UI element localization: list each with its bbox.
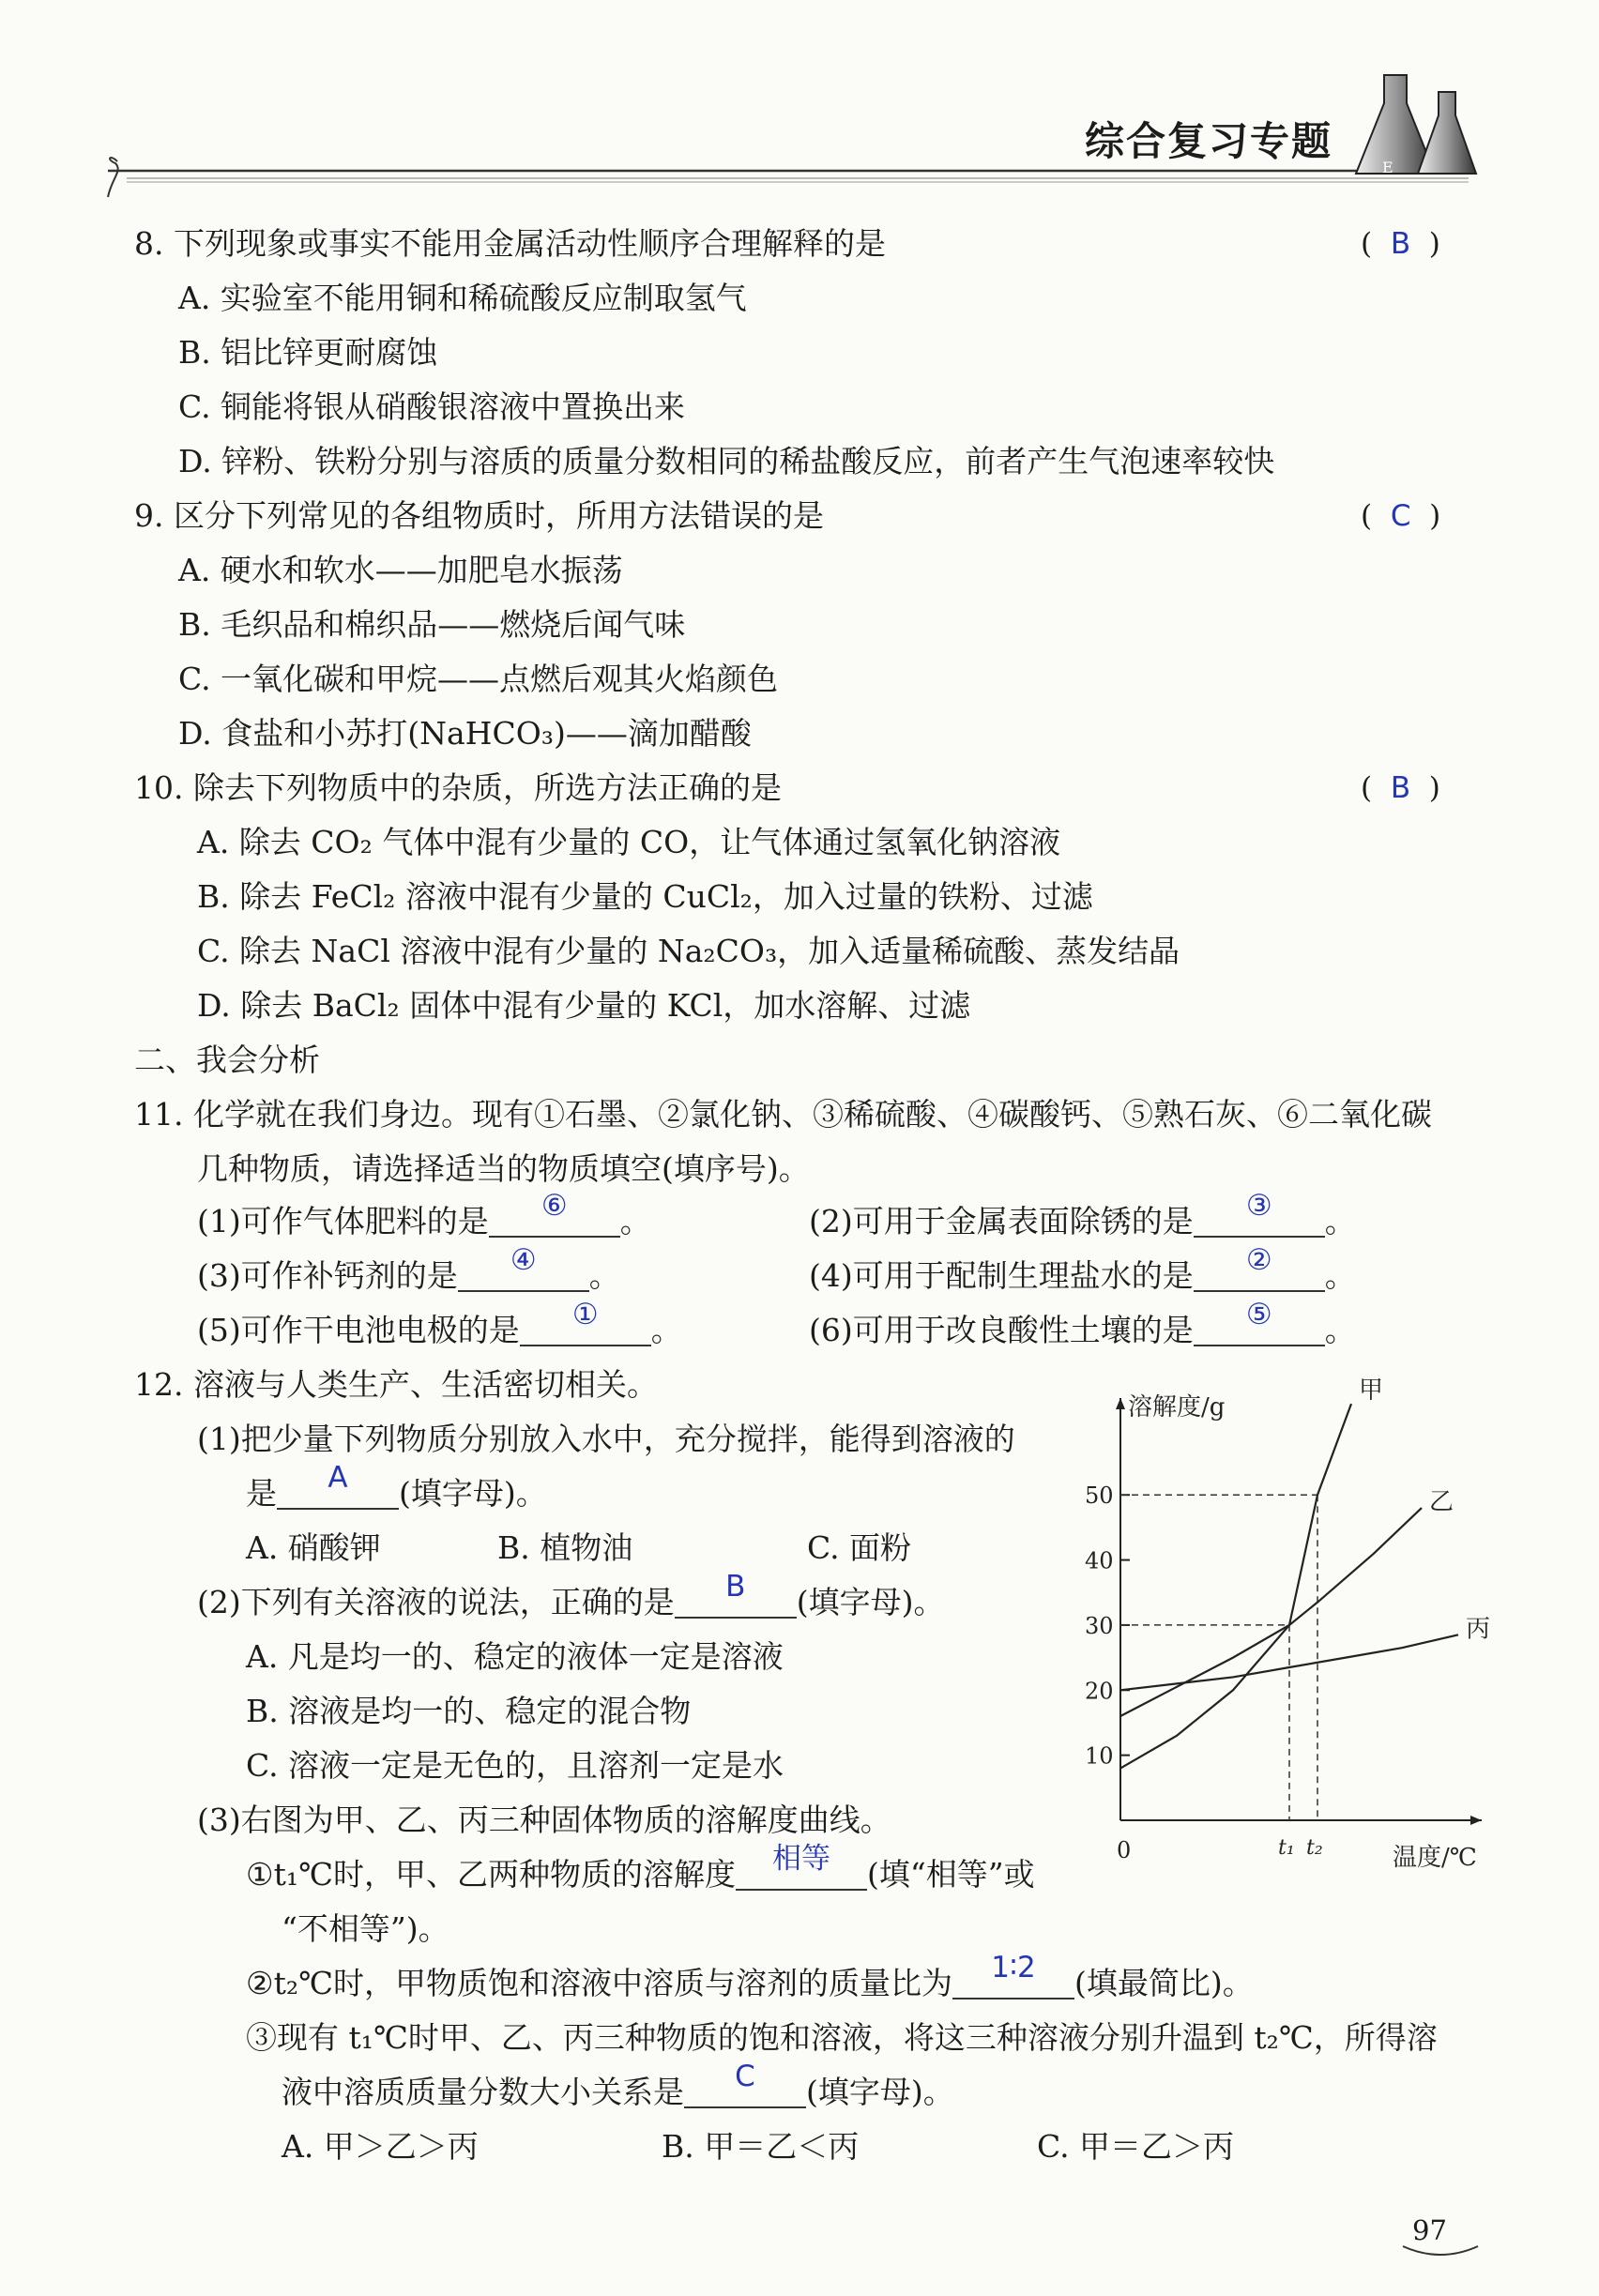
y-tick-label: 10	[1085, 1742, 1114, 1770]
period: 。	[650, 1312, 682, 1348]
y-tick-label: 20	[1085, 1678, 1114, 1705]
q12-p3-1-line2: “不相等”)。	[282, 1910, 449, 1947]
solubility-chart-svg	[1079, 1376, 1491, 1886]
x-axis-label: 温度/℃	[1393, 1844, 1477, 1872]
q11-item-6	[809, 1298, 1356, 1349]
q10-number: 10.	[134, 769, 184, 806]
q11-stem-line2: 几种物质，请选择适当的物质填空(填序号)。	[197, 1150, 810, 1187]
q12-p3-2-line	[246, 1951, 1254, 2002]
q11-item-4	[809, 1243, 1356, 1295]
q8-option-b: B. 铝比锌更耐腐蚀	[178, 334, 438, 371]
q10-stem-line	[134, 769, 782, 807]
q11-item-1-prompt: (1)可作气体肥料的是	[197, 1203, 489, 1239]
q12-p1-line2	[246, 1461, 547, 1513]
header-rule	[89, 150, 1515, 206]
q8-answer-paren: ( B )	[1361, 227, 1440, 261]
q12-p2-option-c: C. 溶液一定是无色的，且溶剂一定是水	[246, 1747, 784, 1784]
q11-item-3-blank[interactable]	[458, 1243, 589, 1292]
q12-stem: 溶液与人类生产、生活密切相关。	[192, 1366, 658, 1403]
q11-item-3-answer: ④	[510, 1243, 537, 1277]
q11-item-5-blank[interactable]	[520, 1298, 651, 1346]
q11-item-5-prompt: (5)可作干电池电极的是	[197, 1312, 520, 1348]
q11-item-6-answer: ⑤	[1245, 1298, 1272, 1331]
q12-p3-2-pre: ②t₂℃时，甲物质饱和溶液中溶质与溶剂的质量比为	[246, 1965, 952, 2001]
q11-stem-line1	[134, 1096, 1432, 1133]
q12-p3-2-blank[interactable]	[952, 1951, 1074, 1999]
x-tick-label: t₁	[1278, 1836, 1295, 1860]
x-tick-label: t₂	[1306, 1836, 1323, 1860]
q10-option-d: D. 除去 BaCl₂ 固体中混有少量的 KCl，加水溶解、过滤	[197, 987, 971, 1024]
page-number: 97	[1412, 2214, 1447, 2246]
flask-icon	[1365, 66, 1497, 188]
q12-p3-3-post: (填字母)。	[806, 2074, 954, 2110]
q11-item-1-blank[interactable]	[489, 1189, 620, 1238]
series-label-3: 丙	[1466, 1615, 1491, 1644]
q8-number: 8.	[134, 225, 164, 262]
q12-p3-3-line2	[282, 2060, 954, 2111]
q12-p3-1-answer: 相等	[772, 1842, 830, 1876]
q10-answer-paren: ( B )	[1361, 771, 1440, 805]
q12-p2-line	[197, 1570, 945, 1621]
q11-item-4-blank[interactable]	[1194, 1243, 1325, 1292]
q12-p3-line: (3)右图为甲、乙、丙三种固体物质的溶解度曲线。	[197, 1802, 891, 1838]
q12-p1-pre: 是	[246, 1475, 277, 1512]
q11-number: 11.	[134, 1096, 184, 1133]
q12-p2-option-a: A. 凡是均一的、稳定的液体一定是溶液	[246, 1638, 784, 1675]
q11-item-2	[809, 1189, 1356, 1240]
q12-p2-answer: B	[725, 1570, 746, 1604]
q9-option-b: B. 毛织品和棉织品——燃烧后闻气味	[178, 606, 686, 643]
q11-stem-1: 化学就在我们身边。现有①石墨、②氯化钠、③稀硫酸、④碳酸钙、⑤熟石灰、⑥二氧化碳	[192, 1096, 1432, 1133]
q8-option-c: C. 铜能将银从硝酸银溶液中置换出来	[178, 388, 686, 425]
q11-item-6-prompt: (6)可用于改良酸性土壤的是	[809, 1312, 1194, 1348]
q10-answer: B	[1390, 771, 1411, 805]
q11-item-3	[197, 1243, 620, 1295]
q8-stem: 下列现象或事实不能用金属活动性顺序合理解释的是	[174, 225, 886, 262]
q9-option-d: D. 食盐和小苏打(NaHCO₃)——滴加醋酸	[178, 715, 752, 752]
q11-item-4-prompt: (4)可用于配制生理盐水的是	[809, 1257, 1194, 1294]
q11-item-1-answer: ⑥	[541, 1189, 568, 1223]
period: 。	[1324, 1203, 1356, 1239]
page-number-swoosh	[1398, 2243, 1483, 2261]
period: 。	[588, 1257, 620, 1294]
q10-option-a: A. 除去 CO₂ 气体中混有少量的 CO，让气体通过氢氧化钠溶液	[197, 824, 1061, 860]
header-title: 综合复习专题	[1085, 118, 1333, 164]
flask-label: E	[1382, 159, 1393, 176]
q12-p3-3-line1: ③现有 t₁℃时甲、乙、丙三种物质的饱和溶液，将这三种溶液分别升温到 t₂℃，所得溶	[246, 2019, 1438, 2056]
q12-p2-post: (填字母)。	[796, 1584, 945, 1620]
q12-p2-blank[interactable]	[675, 1570, 797, 1619]
q12-p3-1-post: (填“相等”或	[867, 1856, 1035, 1893]
q12-p3-1-blank[interactable]	[736, 1842, 867, 1891]
q10-stem: 除去下列物质中的杂质，所选方法正确的是	[192, 769, 782, 806]
period: 。	[1324, 1257, 1356, 1294]
q11-item-2-blank[interactable]	[1194, 1189, 1325, 1238]
solubility-chart	[1079, 1376, 1491, 1890]
q10-option-c: C. 除去 NaCl 溶液中混有少量的 Na₂CO₃，加入适量稀硫酸、蒸发结晶	[197, 933, 1180, 969]
q9-option-c: C. 一氧化碳和甲烷——点燃后观其火焰颜色	[178, 661, 779, 697]
q9-stem-line	[134, 497, 824, 535]
y-axis-arrow	[1116, 1398, 1125, 1409]
q12-stem-line	[134, 1366, 658, 1404]
q12-p3-2-answer: 1∶2	[991, 1951, 1036, 1984]
period: 。	[619, 1203, 651, 1239]
q12-p3-1-line1	[246, 1842, 1035, 1893]
q11-item-4-answer: ②	[1245, 1243, 1272, 1277]
x-axis-arrow	[1470, 1816, 1482, 1825]
q11-item-5-answer: ①	[571, 1298, 599, 1331]
q12-p1-option-a: A. 硝酸钾	[246, 1529, 381, 1566]
q9-number: 9.	[134, 497, 164, 534]
q12-p2-pre: (2)下列有关溶液的说法，正确的是	[197, 1584, 675, 1620]
q12-p3-3-option-b: B. 甲＝乙＜丙	[662, 2128, 860, 2165]
section-title: 二、我会分析	[134, 1042, 320, 1078]
q12-p1-answer: A	[327, 1461, 348, 1495]
q12-p3-3-pre: 液中溶质质量分数大小关系是	[282, 2074, 684, 2110]
series-label-2: 乙	[1429, 1488, 1454, 1517]
q8-option-a: A. 实验室不能用铜和稀硫酸反应制取氢气	[178, 280, 747, 316]
q9-answer: C	[1390, 499, 1411, 533]
q11-item-5	[197, 1298, 682, 1349]
q11-item-2-answer: ③	[1245, 1189, 1272, 1223]
origin-label: 0	[1117, 1837, 1132, 1863]
q12-p2-option-b: B. 溶液是均一的、稳定的混合物	[246, 1693, 692, 1729]
q12-p1-post: (填字母)。	[399, 1475, 547, 1512]
q12-p3-3-answer: C	[735, 2060, 755, 2093]
q12-p1-option-c: C. 面粉	[807, 1529, 912, 1566]
q12-p3-3-option-a: A. 甲＞乙＞丙	[282, 2128, 479, 2165]
q9-stem: 区分下列常见的各组物质时，所用方法错误的是	[174, 497, 824, 534]
period: 。	[1324, 1312, 1356, 1348]
q12-p1-blank[interactable]	[277, 1461, 399, 1510]
y-tick-label: 30	[1085, 1612, 1114, 1639]
q11-item-6-blank[interactable]	[1194, 1298, 1325, 1346]
series-line-1	[1120, 1404, 1351, 1768]
q9-option-a: A. 硬水和软水——加肥皂水振荡	[178, 552, 623, 588]
q9-answer-paren: ( C )	[1361, 499, 1441, 533]
q11-item-3-prompt: (3)可作补钙剂的是	[197, 1257, 458, 1294]
q10-option-b: B. 除去 FeCl₂ 溶液中混有少量的 CuCl₂，加入过量的铁粉、过滤	[197, 878, 1093, 915]
y-tick-label: 40	[1085, 1547, 1114, 1574]
q12-p3-3-blank[interactable]	[684, 2060, 806, 2108]
q8-stem-line	[134, 225, 886, 263]
y-tick-label: 50	[1085, 1483, 1114, 1510]
q12-p1-option-b: B. 植物油	[497, 1529, 633, 1566]
y-axis-label: 溶解度/g	[1128, 1393, 1226, 1422]
q12-p3-3-option-c: C. 甲＝乙＞丙	[1037, 2128, 1235, 2165]
q12-p3-1-pre: ①t₁℃时，甲、乙两种物质的溶解度	[246, 1856, 736, 1893]
q12-p1-line1: (1)把少量下列物质分别放入水中，充分搅拌，能得到溶液的	[197, 1421, 1015, 1457]
q8-option-d: D. 锌粉、铁粉分别与溶质的质量分数相同的稀盐酸反应，前者产生气泡速率较快	[178, 443, 1275, 479]
series-label-1: 甲	[1359, 1376, 1384, 1406]
q12-number: 12.	[134, 1366, 184, 1403]
q8-answer: B	[1390, 227, 1411, 261]
q12-p3-2-post: (填最简比)。	[1074, 1965, 1254, 2001]
q11-item-2-prompt: (2)可用于金属表面除锈的是	[809, 1203, 1194, 1239]
q11-item-1	[197, 1189, 651, 1240]
